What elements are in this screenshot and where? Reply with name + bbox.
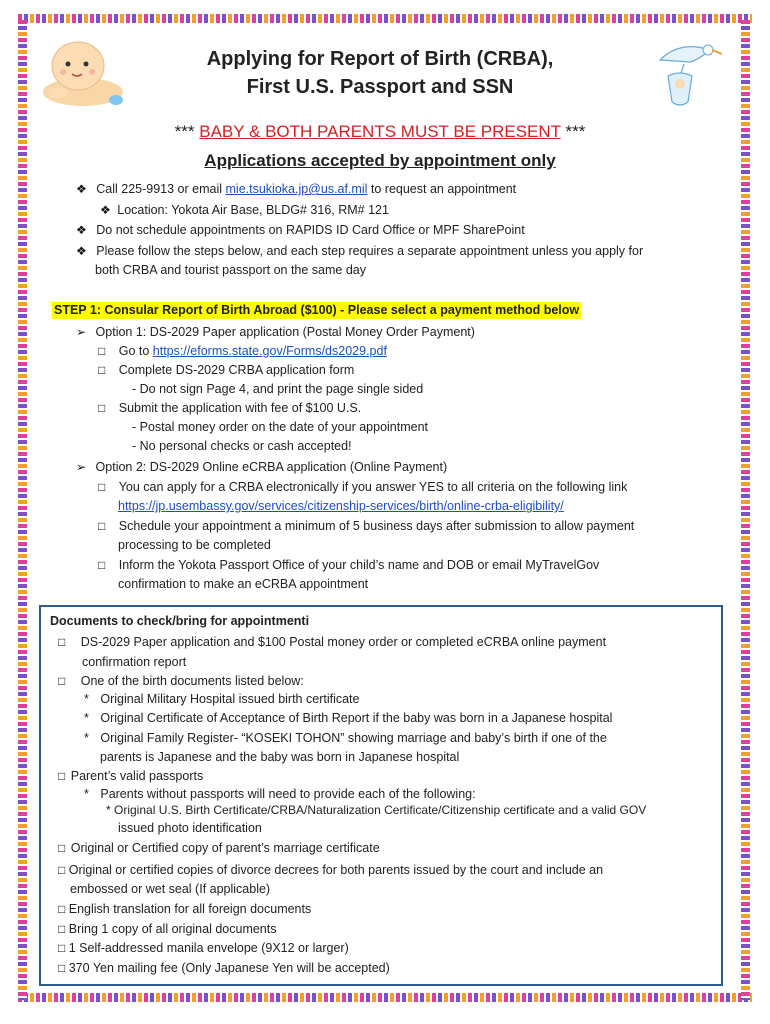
doc-item-3 [58,767,203,785]
inform-continued: confirmation to make an eCRBA appointment [118,577,369,591]
star-bullet: * [84,787,89,801]
decorative-border-left [18,20,27,1000]
eligibility-link[interactable]: https://jp.usembassy.gov/services/citizenship-services/birth/online-crba-eligibility/ [118,499,564,513]
documents-title: Documents to check/bring for appointmenti [50,614,310,628]
submit-text: Submit the application with fee of $100 U.S. [118,401,362,415]
box-bullet-icon: □ [98,401,106,415]
steps-note-text: Please follow the steps below, and each step requires a separate appointment unless you apply for [96,244,644,258]
doc-item-4 [58,839,380,857]
doc-item-3a-text: Parents without passports will need to provide each of the following: [100,787,476,801]
presence-alert [100,122,660,142]
no-rapids-text: Do not schedule appointments on RAPIDS ID Card Office or MPF SharePoint [96,223,525,237]
doc-item-1 [58,633,606,651]
star-bullet: * [84,711,89,725]
option2-line [76,458,447,476]
goto-prefix: Go to [118,344,153,358]
email-link[interactable]: mie.tsukioka.jp@us.af.mil [225,182,368,196]
page-title-line1: Applying for Report of Birth (CRBA), [206,48,554,70]
doc-item-6 [58,900,311,918]
apply-text: You can apply for a CRBA electronically if you answer YES to all criteria on the following link [118,480,628,494]
complete-note: - Do not sign Page 4, and print the page single sided [132,382,424,396]
location-text: Location: Yokota Air Base, BLDG# 316, RM# 121 [117,203,389,217]
decorative-border-bottom [18,993,752,1002]
diamond-bullet-icon: ❖ [100,203,111,217]
submit-note2: - No personal checks or cash accepted! [132,439,352,453]
alert-highlight: BABY & BOTH PARENTS MUST BE PRESENT [199,122,561,141]
option1-submit-line [98,399,361,417]
call-text: Call 225-9913 or email [96,182,226,196]
box-bullet-icon: □ [58,841,66,855]
option2-apply-line [98,478,627,496]
option2-schedule-line [98,517,634,535]
doc-item-7 [58,920,277,938]
option1-goto-line [98,342,387,360]
box-bullet-icon: □ [98,344,106,358]
option2-inform-line [98,556,599,574]
option1-complete-line [98,361,354,379]
decorative-border-top [18,14,752,23]
call-suffix: to request an appointment [367,182,517,196]
box-bullet-icon: □ [98,363,106,377]
doc-item-2a-text: Original Military Hospital issued birth certificate [100,692,360,706]
appointment-subheading: Applications accepted by appointment only [204,151,556,170]
doc-item-3b-continued: issued photo identification [118,821,262,835]
steps-note-continued: both CRBA and tourist passport on the same day [95,263,366,277]
baby-illustration [38,30,128,110]
intro-location-line [100,201,389,219]
box-bullet-icon: □ [58,863,66,877]
box-bullet-icon: □ [98,480,106,494]
box-bullet-icon: □ [58,902,66,916]
doc-item-9 [58,959,390,977]
doc-item-8-text: 1 Self-addressed manila envelope (9X12 or larger) [68,941,349,955]
stork-illustration [650,40,722,110]
intro-no-rapids-line [76,221,525,239]
alert-suffix: *** [560,122,586,141]
alert-prefix: *** [174,122,200,141]
box-bullet-icon: □ [58,769,66,783]
doc-item-4-text: Original or Certified copy of parent’s marriage certificate [70,841,380,855]
inform-text: Inform the Yokota Passport Office of your child’s name and DOB or email MyTravelGov [118,558,600,572]
intro-steps-line [76,242,643,260]
doc-item-6-text: English translation for all foreign documents [68,902,312,916]
doc-item-3b: * Original U.S. Birth Certificate/CRBA/Naturalization Certificate/Citizenship certificate and a valid GOV [106,803,647,817]
doc-item-8 [58,939,349,957]
doc-item-2-text: One of the birth documents listed below: [80,674,304,688]
option2-label: Option 2: DS-2029 Online eCRBA application (Online Payment) [95,460,448,474]
box-bullet-icon: □ [98,558,106,572]
doc-item-5-continued: embossed or wet seal (If applicable) [70,882,271,896]
box-bullet-icon: □ [98,519,106,533]
diamond-bullet-icon: ❖ [76,244,87,258]
doc-item-2c-text: Original Family Register- “KOSEKI TOHON” showing marriage and baby’s birth if one of the [100,731,607,745]
doc-item-7-text: Bring 1 copy of all original documents [68,922,277,936]
option1-line [76,323,475,341]
star-bullet: * [84,731,89,745]
doc-item-2c-continued: parents is Japanese and the baby was born in Japanese hospital [100,750,460,764]
doc-item-2a [84,690,359,708]
arrow-bullet-icon: ➢ [76,460,87,474]
doc-item-1-text: DS-2029 Paper application and $100 Postal money order or completed eCRBA online payment [80,635,607,649]
box-bullet-icon: □ [58,674,66,688]
option1-label: Option 1: DS-2029 Paper application (Postal Money Order Payment) [95,325,475,339]
doc-item-5 [58,861,603,879]
page-title-line2: First U.S. Passport and SSN [246,76,514,98]
doc-item-2b-text: Original Certificate of Acceptance of Birth Report if the baby was born in a Japanese hospital [100,711,613,725]
decorative-border-right [741,20,750,1000]
complete-text: Complete DS-2029 CRBA application form [118,363,355,377]
schedule-text: Schedule your appointment a minimum of 5 business days after submission to allow payment [118,519,635,533]
diamond-bullet-icon: ❖ [76,182,87,196]
doc-item-2b [84,709,612,727]
star-bullet: * [84,692,89,706]
diamond-bullet-icon: ❖ [76,223,87,237]
doc-item-2 [58,672,304,690]
doc-item-5-text: Original or certified copies of divorce decrees for both parents issued by the court and include an [68,863,604,877]
box-bullet-icon: □ [58,635,66,649]
step1-heading: STEP 1: Consular Report of Birth Abroad ($100) - Please select a payment method below [54,303,580,317]
ds2029-form-link[interactable]: https://eforms.state.gov/Forms/ds2029.pdf [152,344,387,358]
doc-item-3-text: Parent’s valid passports [70,769,204,783]
doc-item-1-continued: confirmation report [82,655,187,669]
box-bullet-icon: □ [58,961,66,975]
submit-note1: - Postal money order on the date of your appointment [132,420,429,434]
schedule-continued: processing to be completed [118,538,271,552]
intro-call-line [76,180,516,198]
doc-item-2c [84,729,607,747]
box-bullet-icon: □ [58,922,66,936]
box-bullet-icon: □ [58,941,66,955]
arrow-bullet-icon: ➢ [76,325,87,339]
doc-item-9-text: 370 Yen mailing fee (Only Japanese Yen will be accepted) [68,961,390,975]
